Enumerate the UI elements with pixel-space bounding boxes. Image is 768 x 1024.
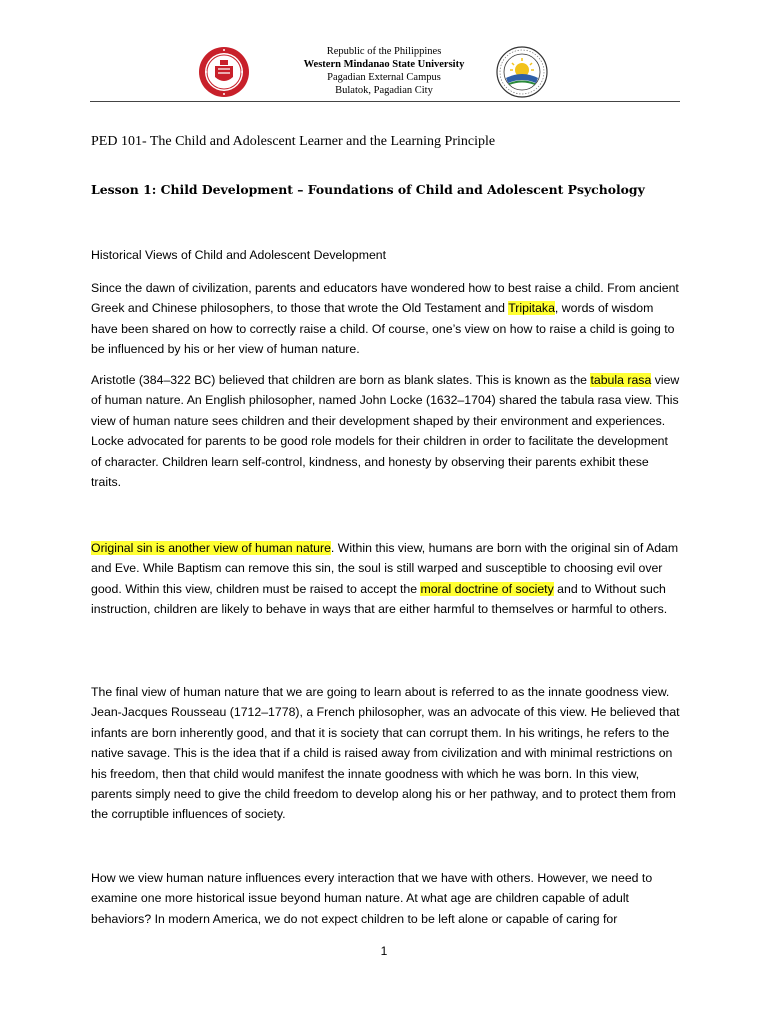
paragraph-2: [91, 370, 681, 492]
university-name: Western Mindanao State University: [303, 59, 465, 70]
paragraph-3: [91, 538, 681, 620]
wmsu-seal-logo: [198, 46, 250, 98]
p1-text-b: , words of wisdom have been shared on how to correctly raise a child. Of course, one’s view on how to raise a child is going to be influenced by his or her view of human nature.: [91, 301, 675, 357]
letterhead: [0, 40, 768, 102]
institution-block: [250, 45, 518, 97]
lesson-title: Lesson 1: Child Development – Foundations of Child and Adolescent Psychology: [91, 182, 645, 197]
page-number: 1: [380, 944, 388, 958]
p3-highlight-moral-doctrine: moral doctrine of society: [420, 581, 554, 596]
header-divider: [90, 101, 680, 102]
section-heading: Historical Views of Child and Adolescent Development: [91, 248, 387, 262]
p1-highlight-tripitaka: Tripitaka: [508, 301, 555, 316]
campus-line: Pagadian External Campus: [327, 72, 441, 83]
campus-seal-logo: [496, 46, 548, 98]
p2-highlight-tabula-rasa: tabula rasa: [590, 373, 652, 387]
course-title: PED 101- The Child and Adolescent Learner and the Learning Principle: [91, 134, 496, 149]
p3-text-b: and to Without such instruction, children are likely to behave in ways that are either harmful to themselves or harmful to others.: [91, 581, 668, 617]
country-line: Republic of the Philippines: [326, 46, 442, 57]
p1-text-a: Since the dawn of civilization, parents and educators have wondered how to best raise a child. From ancient Greek and Chinese philosophers, to those that wrote the Old Testament and: [91, 281, 679, 316]
paragraph-4: The final view of human nature that we are going to learn about is referred to as the innate goodness view. Jean-Jacques Rousseau (1712–1778), a French philosopher, was an advocate of this view. He believed that infants are born inherently good, and that it is society that can corrupt them. In his writings, he refers to the native savage. This is the idea that if a child is raised away from civilization and with minimal restrictions on his freedom, then that child would manifest the innate goodness with which he was born. In this view, parents simply need to give the child freedom to develop along his or her pathway, and to protect them from the corruptible influences of society.: [91, 685, 680, 822]
paragraph-5: How we view human nature influences every interaction that we have with others. However, we need to examine one more historical issue beyond human nature. At what age are children capable of adult behaviors? In modern America, we do not expect children to be left alone or capable of caring for: [91, 871, 653, 926]
p2-text-a: Aristotle (384–322 BC) believed that children are born as blank slates. This is known as the: [91, 373, 591, 387]
p2-text-b: view of human nature. An English philosopher, named John Locke (1632–1704) shared the tabula rasa view. This view of human nature sees children and their development shaped by their environment and experiences. Locke advocated for parents to be good role models for their children in order to facilitate the development of character. Children learn self-control, kindness, and honesty by observing their parents exhibit these traits.: [91, 373, 680, 490]
paragraph-1: [91, 278, 681, 360]
address-line: Bulatok, Pagadian City: [335, 85, 433, 96]
p3-text-a: . Within this view, humans are born with the original sin of Adam and Eve. While Baptism can remove this sin, the soul is still warped and susceptible to choosing evil over good. Within this view, children must be raised to accept the: [91, 541, 679, 596]
p3-highlight-original-sin: Original sin is another view of human nature: [91, 541, 331, 555]
